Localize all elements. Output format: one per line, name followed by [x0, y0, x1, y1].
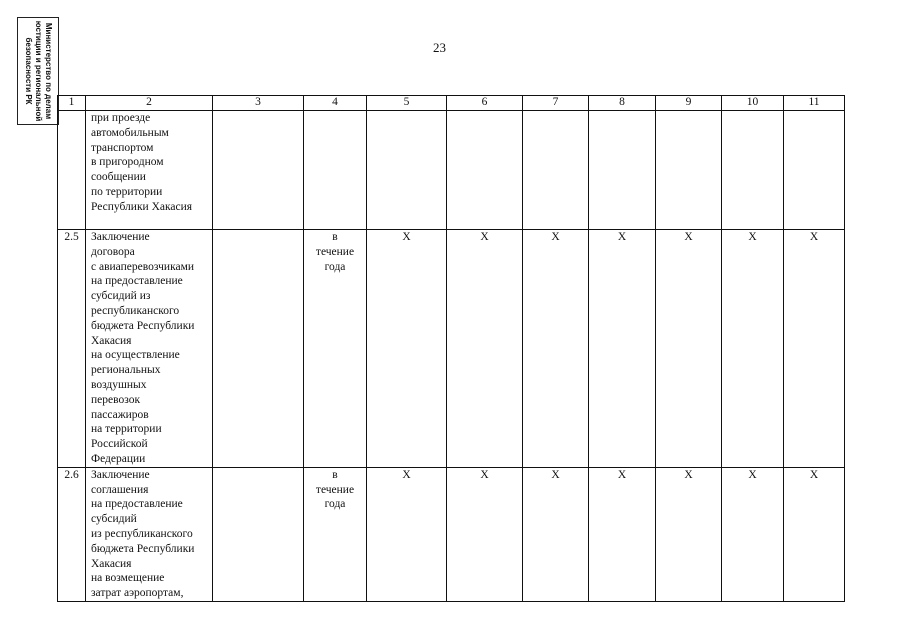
row-mark: [523, 111, 589, 230]
row-number: 2.6: [58, 467, 86, 601]
stamp-text: Министерство по делам юстиции и региональной безопасности РК: [24, 20, 53, 122]
column-header: 10: [722, 96, 784, 111]
row-mark: [447, 111, 523, 230]
column-header: 8: [589, 96, 656, 111]
column-header: 7: [523, 96, 589, 111]
row-col3: [213, 111, 304, 230]
row-mark: [656, 111, 722, 230]
row-mark: X: [523, 467, 589, 601]
column-header: 4: [304, 96, 367, 111]
row-mark: X: [367, 230, 447, 468]
column-header: 11: [784, 96, 845, 111]
column-header: 9: [656, 96, 722, 111]
row-mark: X: [523, 230, 589, 468]
row-mark: X: [589, 230, 656, 468]
row-mark: X: [784, 467, 845, 601]
table-row: [58, 467, 845, 601]
header-row: [58, 96, 845, 111]
row-col3: [213, 230, 304, 468]
table-row: [58, 111, 845, 230]
plan-table: [57, 95, 845, 602]
row-description: при проезде автомобильным транспортом в пригородном сообщении по территории Республики Хакасия: [86, 111, 213, 230]
row-term: [304, 111, 367, 230]
row-term: в течение года: [304, 467, 367, 601]
row-mark: X: [589, 467, 656, 601]
column-header: 1: [58, 96, 86, 111]
column-header: 3: [213, 96, 304, 111]
row-mark: X: [656, 230, 722, 468]
row-mark: [722, 111, 784, 230]
row-number: 2.5: [58, 230, 86, 468]
ministry-stamp: [17, 17, 59, 125]
row-mark: X: [447, 230, 523, 468]
row-mark: X: [367, 467, 447, 601]
page-number: 23: [433, 40, 446, 55]
row-mark: X: [447, 467, 523, 601]
row-mark: [589, 111, 656, 230]
row-mark: X: [784, 230, 845, 468]
row-term: в течение года: [304, 230, 367, 468]
row-mark: X: [722, 467, 784, 601]
row-mark: [367, 111, 447, 230]
row-mark: X: [722, 230, 784, 468]
row-number: [58, 111, 86, 230]
row-description: Заключение соглашения на предоставление субсидий из республиканского бюджета Республики Хакасия на возмещение затрат аэропортам,: [86, 467, 213, 601]
row-mark: [784, 111, 845, 230]
column-header: 6: [447, 96, 523, 111]
row-col3: [213, 467, 304, 601]
column-header: 2: [86, 96, 213, 111]
row-mark: X: [656, 467, 722, 601]
column-header: 5: [367, 96, 447, 111]
row-description: Заключение договора с авиаперевозчиками на предоставление субсидий из республиканского бюджета Республики Хакасия на осуществление региональных воздушных перевозок пассажиров на территории Российской Федерации: [86, 230, 213, 468]
table-row: [58, 230, 845, 468]
